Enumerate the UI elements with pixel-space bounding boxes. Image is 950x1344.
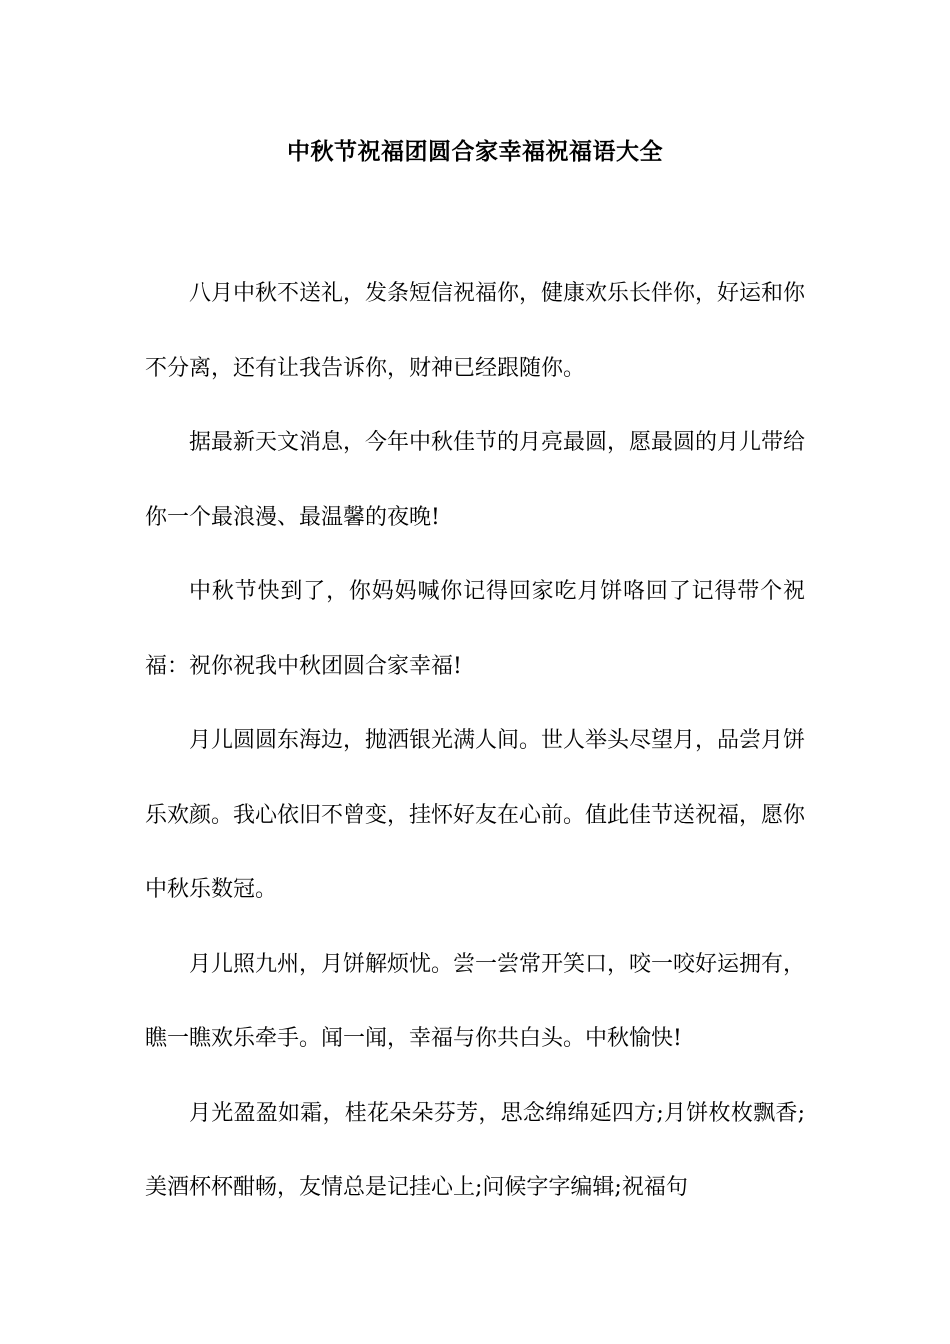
paragraph: 月儿照九州，月饼解烦忧。尝一尝常开笑口，咬一咬好运拥有，瞧一瞧欢乐牵手。闻一闻，幸福与你共白头。中秋愉快! [145,951,806,1051]
document-title: 中秋节祝福团圆合家幸福祝福语大全 [287,138,663,165]
paragraph: 月光盈盈如霜，桂花朵朵芬芳，思念绵绵延四方;月饼枚枚飘香;美酒杯杯酣畅，友情总是记挂心上;问候字字编辑;祝福句 [145,1100,805,1200]
paragraph: 八月中秋不送礼，发条短信祝福你，健康欢乐长伴你，好运和你不分离，还有让我告诉你，财神已经跟随你。 [145,281,806,381]
paragraph: 据最新天文消息，今年中秋佳节的月亮最圆，愿最圆的月儿带给你一个最浪漫、最温馨的夜晚! [145,430,806,530]
paragraph: 月儿圆圆东海边，抛洒银光满人间。世人举头尽望月，品尝月饼乐欢颜。我心依旧不曾变，挂怀好友在心前。值此佳节送祝福，愿你中秋乐数冠。 [145,728,806,902]
document-body [145,257,805,1226]
paragraph: 中秋节快到了，你妈妈喊你记得回家吃月饼咯回了记得带个祝福：祝你祝我中秋团圆合家幸福! [145,579,805,679]
